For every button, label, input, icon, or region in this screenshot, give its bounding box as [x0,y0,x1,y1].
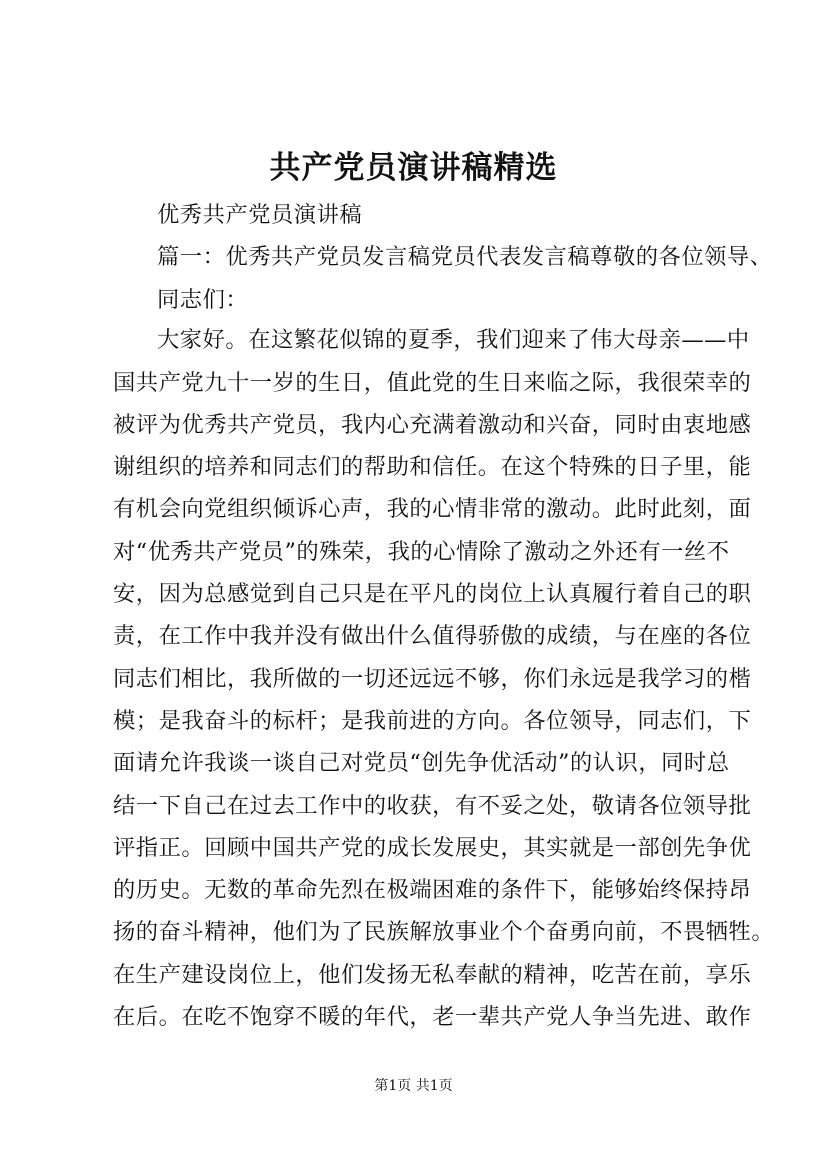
paragraph-line: 面请允许我谈一谈自己对党员“创先争优活动”的认识，同时总 [113,750,730,776]
paragraph-line: 被评为优秀共产党员，我内心充满着激动和兴奋，同时由衷地感 [113,412,752,438]
paragraph-line: 在后。在吃不饱穿不暖的年代，老一辈共产党人争当先进、敢作 [113,1004,752,1030]
paragraph-line: 责，在工作中我并没有做出什么值得骄傲的成绩，与在座的各位 [113,623,752,649]
subtitle-line: 优秀共产党员演讲稿 [157,202,363,228]
section-heading-line: 篇一：优秀共产党员发言稿党员代表发言稿尊敬的各位领导、 [157,244,773,270]
page-number-footer: 第1页 共1页 [374,1078,453,1094]
paragraph-line: 谢组织的培养和同志们的帮助和信任。在这个特殊的日子里，能 [113,454,752,480]
paragraph-line: 在生产建设岗位上，他们发扬无私奉献的精神，吃苦在前，享乐 [113,962,752,988]
salutation-line: 同志们： [157,287,249,313]
paragraph-line: 大家好。在这繁花似锦的夏季，我们迎来了伟大母亲——中 [157,327,750,353]
paragraph-line: 评指正。回顾中国共产党的成长发展史，其实就是一部创先争优 [113,835,752,861]
document-title: 共产党员演讲稿精选 [269,150,558,186]
paragraph-line: 的历史。无数的革命先烈在极端困难的条件下，能够始终保持昂 [113,877,752,903]
paragraph-line: 安，因为总感觉到自己只是在平凡的岗位上认真履行着自己的职 [113,581,752,607]
paragraph-line: 扬的奋斗精神，他们为了民族解放事业个个奋勇向前，不畏牺牲。 [113,919,775,945]
paragraph-line: 模；是我奋斗的标杆；是我前进的方向。各位领导，同志们，下 [113,708,752,734]
paragraph-line: 对“优秀共产党员”的殊荣，我的心情除了激动之外还有一丝不 [113,539,730,565]
paragraph-line: 同志们相比，我所做的一切还远远不够，你们永远是我学习的楷 [113,666,752,692]
paragraph-line: 结一下自己在过去工作中的收获，有不妥之处，敬请各位领导批 [113,793,752,819]
paragraph-line: 有机会向党组织倾诉心声，我的心情非常的激动。此时此刻，面 [113,496,752,522]
paragraph-line: 国共产党九十一岁的生日，值此党的生日来临之际，我很荣幸的 [113,370,752,396]
